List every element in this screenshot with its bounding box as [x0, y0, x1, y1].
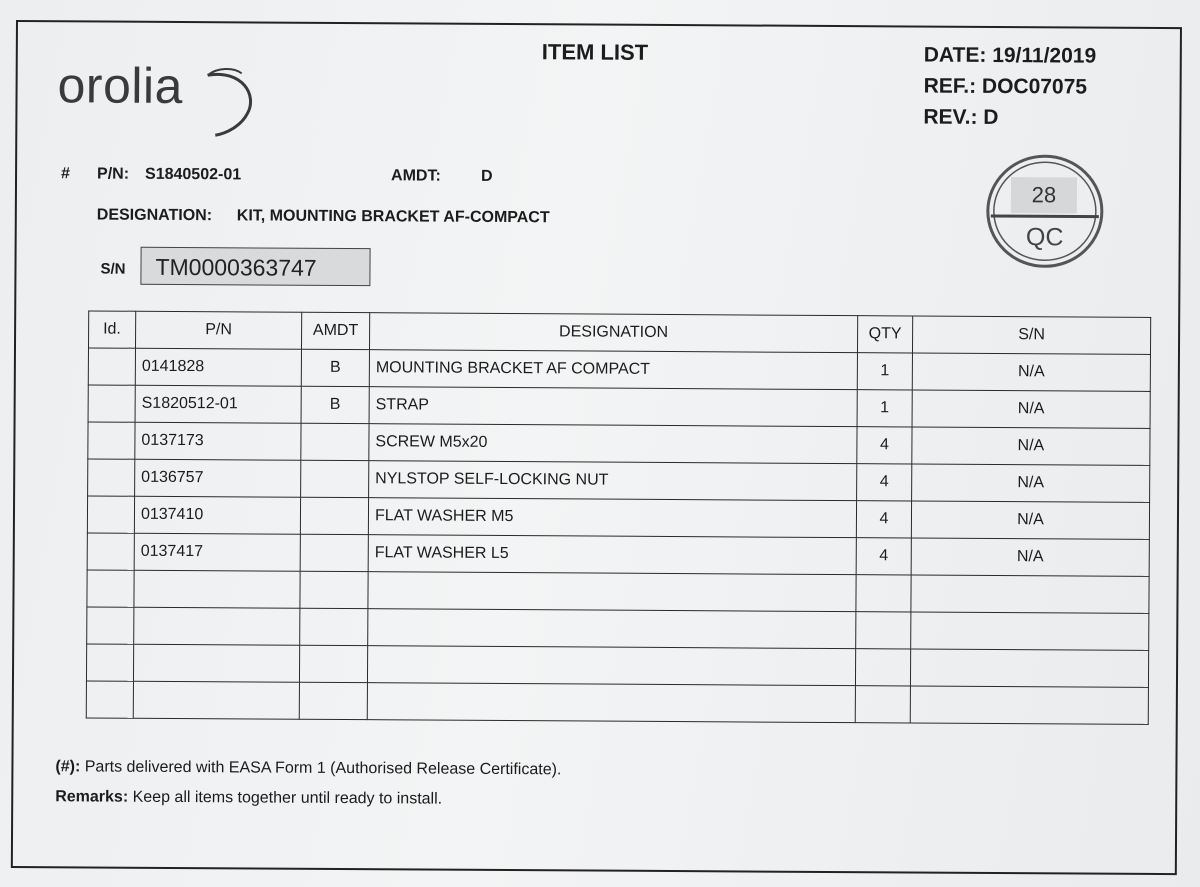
- cell-designation: [368, 572, 856, 612]
- qc-stamp: [984, 153, 1107, 272]
- table-row: [87, 570, 1149, 613]
- cell-amdt: [299, 645, 367, 682]
- amdt-label: AMDT:: [391, 167, 441, 185]
- cell-amdt: B: [301, 349, 369, 386]
- cell-qty: 4: [857, 427, 912, 464]
- cell-pn: 0137417: [134, 533, 300, 571]
- col-pn-header: P/N: [135, 311, 301, 349]
- orolia-logo: [57, 54, 268, 139]
- cell-designation: MOUNTING BRACKET AF COMPACT: [369, 350, 857, 390]
- cell-designation: FLAT WASHER M5: [368, 498, 856, 538]
- cell-pn: 0141828: [135, 348, 301, 386]
- cell-amdt: [300, 571, 368, 608]
- cell-pn: [134, 570, 300, 608]
- cell-designation: [368, 609, 856, 649]
- hash-marker: #: [61, 165, 71, 183]
- designation-value: KIT, MOUNTING BRACKET AF-COMPACT: [236, 207, 550, 227]
- cell-amdt: [301, 460, 369, 497]
- cell-id: [88, 385, 135, 422]
- cell-qty: [856, 612, 911, 649]
- table-row: [88, 459, 1150, 502]
- cell-designation: STRAP: [369, 387, 857, 427]
- cell-sn: [910, 649, 1148, 687]
- cell-id: [87, 496, 134, 533]
- cell-designation: FLAT WASHER L5: [368, 535, 856, 575]
- cell-id: [88, 422, 135, 459]
- stamp-number: 28: [1011, 177, 1077, 213]
- cell-pn: 0137410: [134, 496, 300, 534]
- cell-qty: 4: [856, 538, 911, 575]
- cell-sn: N/A: [912, 427, 1150, 465]
- remarks-label: Remarks:: [55, 788, 129, 806]
- col-designation-header: DESIGNATION: [369, 313, 857, 353]
- cell-designation: [367, 683, 855, 723]
- cell-qty: [856, 575, 911, 612]
- cell-qty: 1: [857, 353, 912, 390]
- cell-qty: 4: [857, 464, 912, 501]
- cell-id: [88, 348, 135, 385]
- table-header-row: [88, 311, 1150, 354]
- cell-amdt: [300, 608, 368, 645]
- cell-amdt: [299, 682, 367, 719]
- stamp-label: QC: [1025, 223, 1064, 252]
- cell-id: [87, 607, 134, 644]
- col-qty-header: QTY: [857, 316, 912, 353]
- cell-sn: N/A: [912, 464, 1150, 502]
- cell-amdt: [300, 497, 368, 534]
- table-row: [87, 533, 1149, 576]
- cell-pn: [134, 607, 300, 645]
- cell-sn: N/A: [912, 390, 1150, 428]
- col-sn-header: S/N: [912, 316, 1150, 354]
- cell-pn: 0136757: [135, 459, 301, 497]
- col-amdt-header: AMDT: [301, 312, 369, 349]
- cell-qty: [855, 649, 910, 686]
- sn-label: S/N: [100, 260, 126, 278]
- cell-sn: N/A: [911, 501, 1149, 539]
- table-row: [86, 681, 1148, 724]
- cell-designation: [367, 646, 855, 686]
- cell-pn: [133, 681, 299, 719]
- cell-sn: [911, 575, 1149, 613]
- remarks-note: [55, 788, 442, 808]
- designation-label: DESIGNATION:: [96, 206, 213, 225]
- cell-qty: 4: [856, 501, 911, 538]
- pn-label: P/N:: [97, 165, 130, 183]
- ref-line: REF.: DOC07075: [923, 74, 1088, 99]
- table-row: [88, 348, 1150, 391]
- cell-id: [87, 570, 134, 607]
- date-line: DATE: 19/11/2019: [923, 43, 1097, 68]
- cell-id: [88, 459, 135, 496]
- cell-sn: N/A: [911, 538, 1149, 576]
- cell-sn: [910, 686, 1148, 724]
- table-row: [88, 385, 1150, 428]
- logo-text: orolia: [57, 57, 184, 115]
- cell-designation: NYLSTOP SELF-LOCKING NUT: [369, 461, 857, 501]
- cell-qty: 1: [857, 390, 912, 427]
- document-frame: [11, 20, 1182, 875]
- easa-note: [55, 758, 561, 779]
- cell-sn: [911, 612, 1149, 650]
- col-id-header: Id.: [88, 311, 135, 348]
- cell-amdt: B: [301, 386, 369, 423]
- pn-value: S1840502-01: [145, 165, 242, 184]
- cell-sn: N/A: [912, 353, 1150, 391]
- cell-amdt: [300, 534, 368, 571]
- table-row: [87, 496, 1149, 539]
- table-row: [87, 607, 1149, 650]
- note-prefix: (#):: [55, 758, 81, 776]
- document-title: ITEM LIST: [541, 39, 649, 65]
- amdt-value: D: [481, 167, 493, 185]
- items-table: [86, 310, 1151, 724]
- cell-id: [87, 533, 134, 570]
- cell-pn: 0137173: [135, 422, 301, 460]
- rev-line: REV.: D: [923, 105, 999, 130]
- cell-qty: [855, 686, 910, 723]
- document-meta: [923, 40, 1096, 134]
- cell-designation: SCREW M5x20: [369, 424, 857, 464]
- cell-amdt: [301, 423, 369, 460]
- table-row: [88, 422, 1150, 465]
- serial-number-box: TM0000363747: [140, 247, 370, 286]
- cell-id: [86, 681, 133, 718]
- logo-swoosh-icon: [57, 54, 268, 139]
- note-text: Parts delivered with EASA Form 1 (Authorised Release Certificate).: [80, 758, 562, 779]
- cell-pn: [133, 644, 299, 682]
- cell-pn: S1820512-01: [135, 385, 301, 423]
- table-row: [86, 644, 1148, 687]
- remarks-text: Keep all items together until ready to install.: [128, 788, 443, 808]
- cell-id: [86, 644, 133, 681]
